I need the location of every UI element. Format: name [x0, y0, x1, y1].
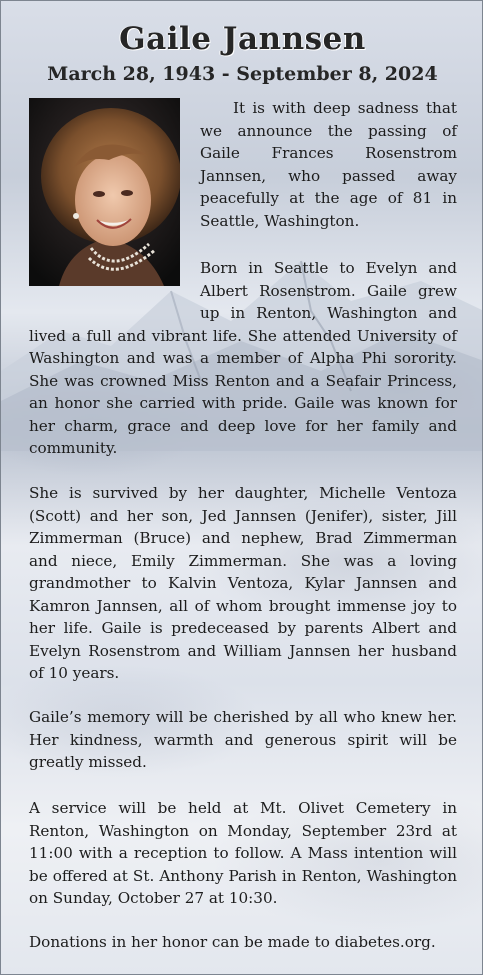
obituary-name: Gaile Jannsen — [119, 21, 366, 57]
photo-wrap-spacer — [29, 257, 200, 324]
paragraph-2: Born in Seattle to Evelyn and Albert Rosenstrom. Gaile grew up in Renton, Washington and lived a full and vibrant life. She attended University of Washington and was a member of Alpha Phi sorority. She was crowned Miss Renton and a Seafair Princess, an honor she carried with pride. Gaile was known for her charm, grace and deep love for her family and community. — [29, 259, 457, 457]
paragraph-4-block — [29, 706, 457, 774]
paragraph-6-block — [29, 931, 457, 954]
paragraph-3-block — [29, 482, 457, 685]
paragraph-5-block — [29, 797, 457, 910]
paragraph-5: A service will be held at Mt. Olivet Cemetery in Renton, Washington on Monday, September 23rd at 11:00 with a reception to follow. A Mass intention will be offered at St. Anthony Parish in Renton, Washington on Sunday, October 27 at 10:30. — [29, 799, 457, 907]
paragraph-3: She is survived by her daughter, Michelle Ventoza (Scott) and her son, Jed Jannsen (Jenifer), sister, Jill Zimmerman (Bruce) and nephew, Brad Zimmerman and niece, Emily Zimmerman. She was a loving grandmother to Kalvin Ventoza, Kylar Jannsen and Kamron Jannsen, all of whom brought immense joy to her life. Gaile is predeceased by parents Albert and Evelyn Rosenstrom and William Jannsen her husband of 10 years. — [29, 484, 457, 682]
intro-paragraph — [200, 97, 457, 232]
paragraph-1: It is with deep sadness that we announce the passing of Gaile Frances Rosenstrom Jannsen, who passed away peacefully at the age of 81 in Seattle, Washington. — [200, 99, 457, 230]
paragraph-2-block — [29, 257, 457, 460]
donations-note: Donations in her honor can be made to diabetes.org. — [29, 933, 436, 951]
paragraph-4: Gaile’s memory will be cherished by all who knew her. Her kindness, warmth and generous spirit will be greatly missed. — [29, 708, 457, 771]
life-dates: March 28, 1943 - September 8, 2024 — [47, 63, 438, 85]
